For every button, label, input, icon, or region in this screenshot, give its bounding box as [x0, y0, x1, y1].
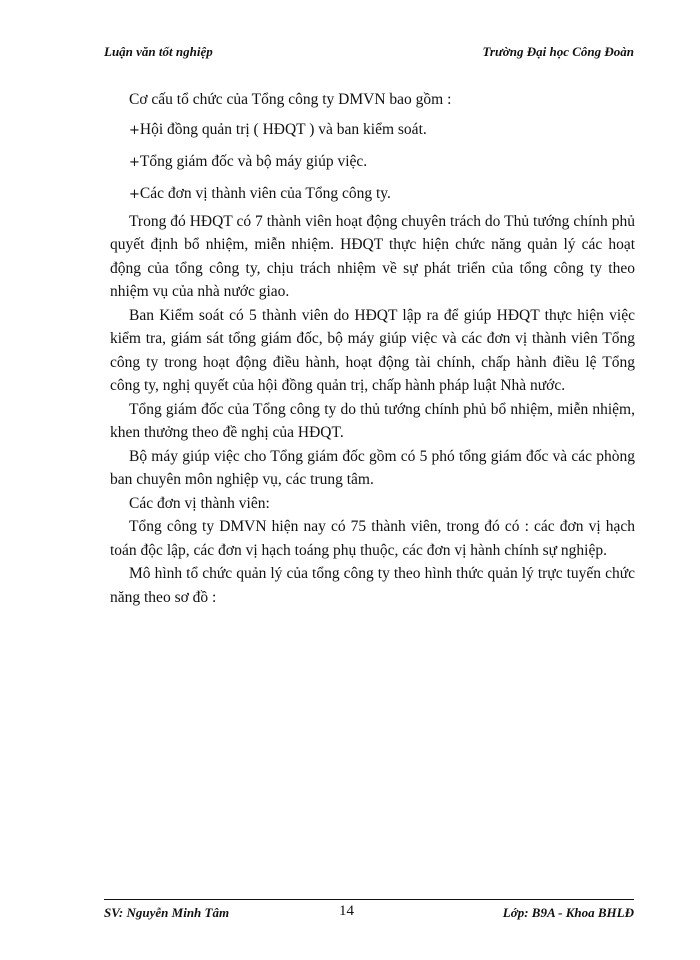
body-paragraph: Mô hình tổ chức quản lý của tổng công ty theo hình thức quản lý trực tuyến chức năng theo sơ đồ : [110, 565, 635, 606]
page-number: 14 [339, 903, 354, 919]
footer-divider [104, 899, 634, 900]
bullet-text: Các đơn vị thành viên của Tổng công ty. [139, 184, 391, 202]
page-footer [104, 903, 634, 927]
body-paragraph: Bộ máy giúp việc cho Tổng giám đốc gồm có 5 phó tổng giám đốc và các phòng ban chuyên môn nghiệp vụ, các trung tâm. [110, 447, 635, 488]
bullet-mark: + [129, 122, 140, 138]
bullet-item [110, 114, 635, 146]
bullet-mark: + [129, 154, 140, 170]
header-thesis-label: Luận văn tốt nghiệp [104, 44, 213, 59]
body-paragraph: Tổng công ty DMVN hiện nay có 75 thành viên, trong đó có : các đơn vị hạch toán độc lập, các đơn vị hạch toáng phụ thuộc, các đơn vị hành chính sự nghiệp. [110, 518, 635, 559]
document-body [110, 88, 635, 609]
body-paragraph: Các đơn vị thành viên: [129, 494, 270, 512]
body-paragraph: Trong đó HĐQT có 7 thành viên hoạt động chuyên trách do Thủ tướng chính phủ quyết định bổ nhiệm, miễn nhiệm. HĐQT thực hiện chức năng quản lý các hoạt động của tổng công ty, chịu trách nhiệm về sự phát triển của tổng công ty theo nhiệm vụ của nhà nước giao. [110, 212, 635, 300]
bullet-text: Tổng giám đốc và bộ máy giúp việc. [139, 152, 368, 170]
header-university-label: Trường Đại học Công Đoàn [482, 44, 634, 59]
body-paragraph: Ban Kiểm soát có 5 thành viên do HĐQT lập ra để giúp HĐQT thực hiện việc kiểm tra, giám sát tổng giám đốc, bộ máy giúp việc và các đơn vị thành viên Tổng công ty trong hoạt động điều hành, hoạt động tài chính, chấp hành điều lệ Tổng công ty, nghị quyết của hội đồng quản trị, chấp hành pháp luật Nhà nước. [110, 306, 635, 394]
footer-student-name: SV: Nguyễn Minh Tâm [104, 905, 230, 920]
intro-paragraph: Cơ cấu tổ chức của Tổng công ty DMVN bao gồm : [129, 91, 452, 108]
bullet-mark: + [129, 186, 140, 202]
bullet-item [110, 146, 635, 178]
bullet-text: Hội đồng quản trị ( HĐQT ) và ban kiểm soát. [139, 120, 427, 138]
bullet-item [110, 178, 635, 210]
page-header [104, 40, 634, 62]
body-paragraph: Tổng giám đốc của Tổng công ty do thủ tướng chính phủ bổ nhiệm, miễn nhiệm, khen thưởng theo đề nghị của HĐQT. [110, 400, 635, 441]
footer-class-label: Lớp: B9A - Khoa BHLĐ [502, 905, 634, 920]
